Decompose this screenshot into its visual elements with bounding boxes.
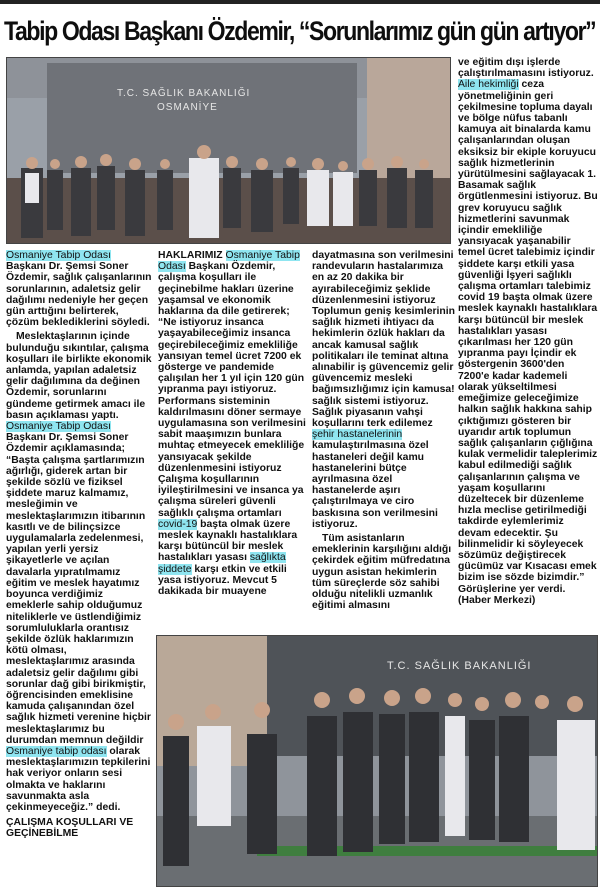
column-3 bbox=[312, 250, 456, 612]
top-photo-image bbox=[7, 58, 451, 244]
headline: Tabip Odası Başkanı Özdemir, “Sorunlarımız gün gün artıyor” bbox=[4, 16, 596, 46]
paragraph-3: HAKLARIMIZ Osmaniye Tabip Odası Başkanı Özdemir, çalışma koşulları ile geçinebilme hakları üzerine yaşamsal ve ekonomik haklarına da dile getirerek; “Ne istiyoruz insanca yaşayabileceğimiz insanca geçirebileceğimiz emekliliğe yansıyan temel ücret 7200 ek gösterge ve pandemide çalışılan her 1 yıl için 120 gün yıpranma payı istiyoruz. Performans sisteminin kaldırılmasını döner sermaye uygulamasına son verilmesini sabit maaşımızın bunlara muhtaç etmeyecek emekliliğe yansıyacak şekilde düzenlenmesini istiyoruz Çalışma koşullarının iyileştirilmesini ve insanca ya çalışma süreleri güvenli sağlıklı çalışma ortamları covid-19 başta olmak üzere meslek kaynaklı hastalıklara karşı bütüncül bir meslek hastalıkları yasası sağlıkta şiddete karşı etkin ve etkili yasa istiyoruz. Mevcut 5 dakikada bir muayene bbox=[158, 250, 306, 598]
column-4 bbox=[458, 57, 598, 606]
paragraph-2: Meslektaşlarının içinde bulunduğu sıkıntılar, çalışma koşulları ile birlikte ekonomik anlamda, yapılan adaletsiz gelir dağılımına da değinen Özdemir, sorunlarını gündeme getirmek amacı ile basın açıklaması yaptı. Osmaniye Tabip Odası Başkanı Dr. Şemsi Soner Özdemir açıklamasında; “Başta çalışma şartlarımızın ağırlığı, giderek artan bir şekilde sözlü ve fiziksel şiddete maruz kalmamız, mesleğimin ve meslektaşlarımızın itibarının kasıtlı ve de bilinçsizce uygulamalarla zedelenmesi, yapılan yerli yersiz şikayetlerle ve açılan davalarla yıpratılmamız eğitim ve meslek hayatımız boyunca verdiğimiz emeklerle sahip olduğumuz niteliklerle ve üstlendiğimiz sorumluluklarla orantısız şekilde özlük haklarımızın kötü olması, meslektaşlarımız arasında adaletsiz gelir dağılımı gibi sorunlar dağ gibi birikmiştir, öğrencisinden emeklisine kamuda çalışanından özel sağlık hizmeti verenine hiçbir meslektaşlarımız bu durumdan memnun değildir Osmaniye tabip odası olarak meslektaşlarımızın tepkilerini hak veriyor onların sesi olmakta ve haklarını savunmakta asla çekinmeyeceğiz.” dedi. bbox=[6, 331, 152, 813]
bottom-photo bbox=[156, 635, 598, 887]
paragraph-6: ve eğitim dışı işlerde çalıştırılmamasını istiyoruz. Aile hekimliği ceza yönetmeliğinin geri çekilmesine topluma dayalı ve bölge nüfus tabanlı kamuya ait binalarda kamu çalışanlarından oluşan eksiksiz bir ekiple koruyucu sağlık hizmetlerinin yürütülmesini sağlayacak 1. Basamak sağlık örgütlenmesini istiyoruz. Bu grev koruyucu sağlık hizmetlerini savunmak içindir emekliliğe yansıyacak yaşanabilir temel ücret talebimiz içindir şiddete karşı etkili yasa güvenliği İşyeri sağlıklı çalışma ortamları talebimiz covid 19 başta olmak üzere meslek kaynaklı hastalıklara karşı bütüncül bir meslek hastalıkları yasası çıkarılması her 120 gün yıpranma payı İçindir ek göstergenin 3600'den 7200'e kadar kademeli olarak yükseltilmesi emeğimize geleceğimize halkın sağlık hakkına sahip çıktığımızı gösteren bir uyarıdır artık toplumun sağlık çalışanların çığlığına kulak vermelidir taleplerimiz kabul edilmediği sağlık çalışanlarının çalışma ve yaşam koşullarını düzeltecek bir düzenleme hızla meclise getirilmediği takdirde eylemlerimiz devam edecektir. Şu bilinmelidir ki söyleyecek sözümüz değiştirecek gücümüz var Kısacası emek bizim ise sözde bizimdir.” Görüşlerine yer verdi. (Haber Merkezi) bbox=[458, 57, 598, 606]
subhead: ÇALIŞMA KOŞULLARI VE GEÇİNEBİLME bbox=[6, 817, 134, 840]
highlight-osmaniye-tabip-odasi: Osmaniye tabip odası bbox=[6, 745, 107, 757]
top-photo-sign-2: OSMANİYE bbox=[157, 102, 218, 113]
top-photo-sign: T.C. SAĞLIK BAKANLIĞI bbox=[117, 88, 251, 99]
top-rule bbox=[0, 0, 600, 4]
highlight-osmaniye-tabip-odasi: Osmaniye Tabip Odası bbox=[6, 421, 111, 433]
bottom-photo-sign: T.C. SAĞLIK BAKANLIĞI bbox=[387, 660, 532, 672]
highlight-sehir-hastaneleri: şehir hastanelerinin bbox=[312, 429, 403, 441]
bottom-photo-image bbox=[157, 636, 598, 887]
top-photo bbox=[6, 57, 451, 244]
column-2 bbox=[158, 250, 306, 597]
paragraph-5: Tüm asistanların emeklerinin karşılığını aldığı çekirdek eğitim müfredatına uygun asistan hekimlerin tüm süreçlerde söz sahibi olduğu nitelikli uzmanlık eğitimi almasını bbox=[312, 533, 452, 612]
highlight-saglikta-siddete: sağlıkta şiddete bbox=[158, 552, 286, 575]
highlight-covid: covid-19 bbox=[158, 518, 198, 530]
paragraph-4: dayatmasına son verilmesini randevuların hastalarımıza en az 20 dakika bir ayırabileceğimiz şeklide düzenlenmesini istiyoruz Toplumun geniş kesimlerinin sağlık hizmeti ihtiyacı da hekimlerin özlük hakları da ancak kamusal sağlık politikaları ile teminat altına alınabilir iş güvencemiz gelir güvencemiz mesleki bağımsızlığımız için kamusa! sağlık sistemi istiyoruz. Sağlık piyasanın vahşi koşullarını terk edilemez şehir hastanelerinin kamulaştırılmasına özel hastaneleri değil kamu hastanelerini bütçe ayrılmasına özel hastanelerde aşırı çalıştırılmaya ve ciro baskısına son verilmesini istiyoruz. bbox=[312, 250, 455, 530]
column-1 bbox=[6, 250, 152, 840]
paragraph-1: Osmaniye Tabip Odası Başkanı Dr. Şemsi Soner Özdemir, sağlık çalışanlarının sorunlarının, adaletsiz gelir dağılımı nedeniyle her geçen gün arttığını belirterek, çözüm beklediklerini söyledi. bbox=[6, 250, 152, 329]
highlight-osmaniye-tabip-odasi: Osmaniye Tabip Odası bbox=[6, 250, 111, 261]
highlight-osmaniye-tabip-odasi: Osmaniye Tabip Odası bbox=[158, 250, 300, 273]
highlight-aile-hekimligi: Aile hekimliği bbox=[458, 79, 519, 91]
